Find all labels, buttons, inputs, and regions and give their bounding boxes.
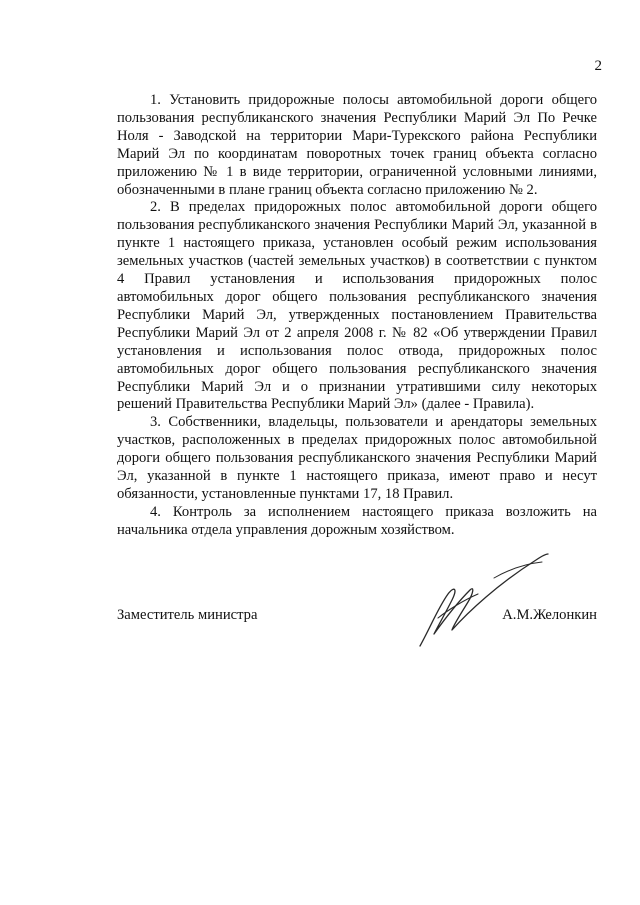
paragraph-1: 1. Установить придорожные полосы автомобильной дороги общего пользования республиканского значения Республики Марий Эл По Речке Ноля - Заводской на территории Мари-Турекского района Республики Марий Эл по координатам поворотных точек границ объекта согласно приложению № 1 в виде территории, ограниченной условными линиями, обозначенными в плане границ объекта согласно приложению № 2. (117, 92, 597, 198)
signature-block (117, 602, 597, 642)
paragraph-4: 4. Контроль за исполнением настоящего приказа возложить на начальника отдела управления дорожным хозяйством. (117, 503, 597, 538)
page-number: 2 (594, 58, 602, 74)
signer-title: Заместитель министра (117, 607, 258, 623)
document-body (117, 92, 597, 540)
paragraph-2: 2. В пределах придорожных полос автомобильной дороги общего пользования республиканского значения Республики Марий Эл, указанной в пункте 1 настоящего приказа, установлен особый режим использования земельных участков (частей земельных участков) в соответствии с пунктом 4 Правил установления и использования придорожных полос автомобильных дорог общего пользования республиканского значения Республики Марий Эл, утвержденных постановлением Правительства Республики Марий Эл от 2 апреля 2008 г. № 82 «Об утверждении Правил установления и использования полос отвода, придорожных полос автомобильных дорог общего пользования республиканского значения Республики Марий Эл и о признании утратившими силу некоторых решений Правительства Республики Марий Эл» (далее - Правила). (117, 199, 597, 413)
signer-name: А.М.Желонкин (502, 607, 597, 623)
paragraph-3: 3. Собственники, владельцы, пользователи и арендаторы земельных участков, расположенных в пределах придорожных полос автомобильной дороги общего пользования республиканского значения Республики Марий Эл, указанной в пункте 1 настоящего приказа, имеют право и несут обязанности, установленные пунктами 17, 18 Правил. (117, 414, 597, 502)
